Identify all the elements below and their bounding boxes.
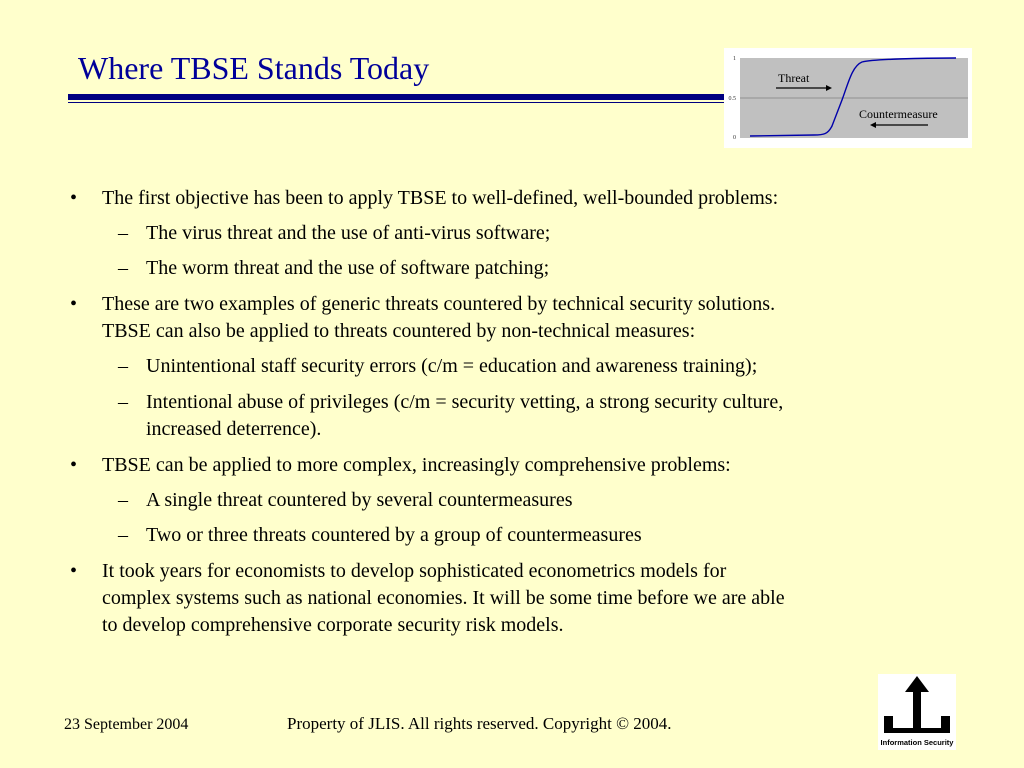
dash-marker: – <box>118 524 128 546</box>
sub-bullet-item <box>118 255 550 282</box>
footer-date: 23 September 2004 <box>64 716 189 733</box>
bullet-item <box>70 291 776 345</box>
threat-countermeasure-chart <box>724 48 972 148</box>
dash-marker: – <box>118 222 128 244</box>
y-tick-label: 0.5 <box>728 96 736 102</box>
bullet-text-line: Intentional abuse of privileges (c/m = security vetting, a strong security culture, <box>146 391 784 413</box>
sub-bullet-item <box>118 220 551 247</box>
sub-bullet-item <box>118 353 758 380</box>
footer-copyright: Property of JLIS. All rights reserved. Copyright © 2004. <box>287 714 672 733</box>
bullet-item <box>70 452 731 479</box>
logo-caption: Information Security <box>880 738 954 747</box>
bullet-text: A single threat countered by several countermeasures <box>146 489 573 511</box>
dash-marker: – <box>118 355 128 377</box>
bullet-item <box>70 185 779 212</box>
bullet-text: TBSE can be applied to more complex, increasingly comprehensive problems: <box>102 454 731 476</box>
y-tick-label: 1 <box>733 56 736 62</box>
bullet-text: Two or three threats countered by a group of countermeasures <box>146 524 642 546</box>
sub-bullet-item <box>118 389 784 443</box>
y-tick-label: 0 <box>733 135 736 141</box>
bullet-marker: • <box>70 454 78 476</box>
bullet-text: The first objective has been to apply TBSE to well-defined, well-bounded problems: <box>102 187 779 209</box>
bullet-text-line: These are two examples of generic threats countered by technical security solutions. <box>102 293 776 315</box>
bullet-marker: • <box>70 293 78 315</box>
bullet-text-line: TBSE can also be applied to threats countered by non-technical measures: <box>102 320 696 342</box>
dash-marker: – <box>118 489 128 511</box>
dash-marker: – <box>118 257 128 279</box>
title-rule <box>68 94 728 100</box>
bullet-text: Unintentional staff security errors (c/m = education and awareness training); <box>146 355 758 377</box>
logo-base-bar <box>884 728 950 733</box>
dash-marker: – <box>118 391 128 413</box>
bullet-text-line: to develop comprehensive corporate security risk models. <box>102 614 564 636</box>
slide-title: Where TBSE Stands Today <box>78 50 430 86</box>
bullet-text-line: complex systems such as national economies. It will be some time before we are able <box>102 587 785 609</box>
bullet-text: The worm threat and the use of software patching; <box>146 257 550 279</box>
bullet-text-line: It took years for economists to develop sophisticated econometrics models for <box>102 560 727 582</box>
bullet-marker: • <box>70 187 78 209</box>
bullet-text-line: increased deterrence). <box>146 418 322 440</box>
information-security-logo <box>878 674 956 750</box>
bullet-text: The virus threat and the use of anti-virus software; <box>146 222 551 244</box>
bullet-item <box>70 558 785 639</box>
bullet-marker: • <box>70 560 78 582</box>
sub-bullet-item <box>118 487 573 514</box>
threat-label: Threat <box>778 71 810 85</box>
countermeasure-label: Countermeasure <box>859 107 938 121</box>
sub-bullet-item <box>118 522 642 549</box>
